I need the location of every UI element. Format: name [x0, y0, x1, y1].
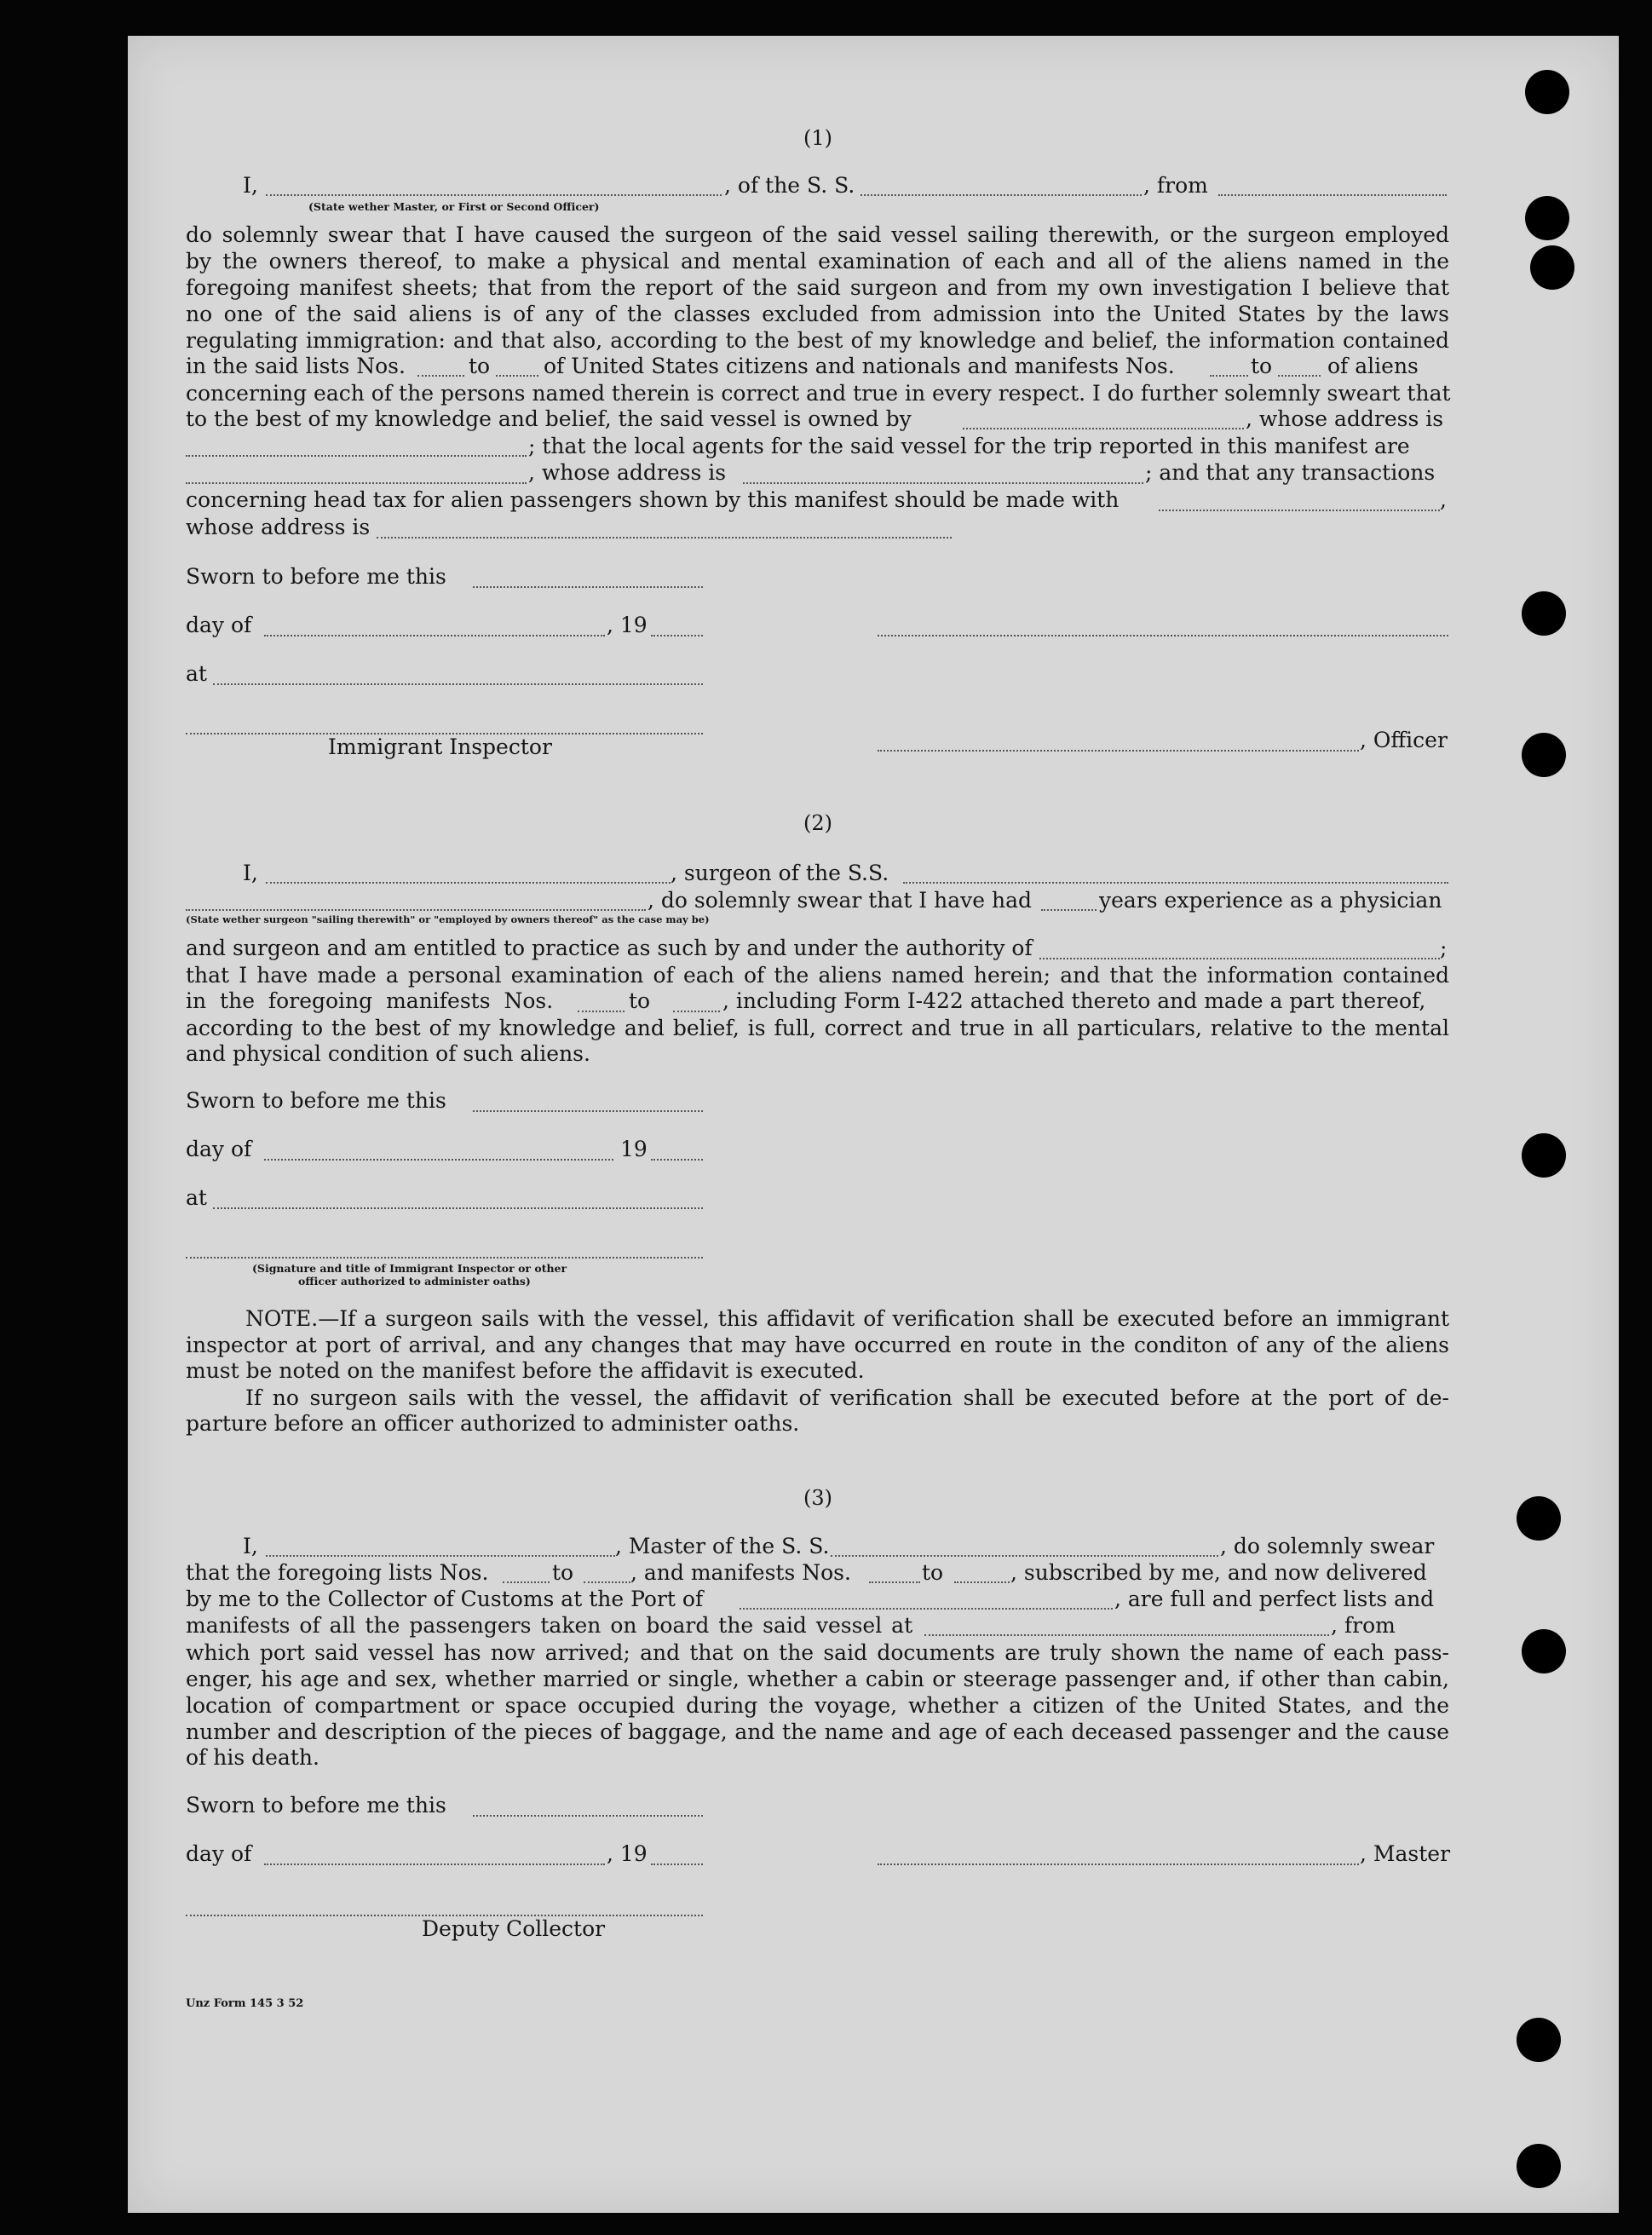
manifests-from-field[interactable]	[869, 1581, 920, 1583]
year-label: , 19	[607, 1841, 648, 1866]
month-field[interactable]	[264, 1159, 613, 1161]
to-label: to	[552, 1560, 574, 1585]
paragraph-line: foregoing manifest sheets; that from the report of the said surgeon and from my own investigation I believe that	[186, 275, 1449, 300]
subscribed-label: , subscribed by me, and now delivered	[1010, 1560, 1427, 1585]
label-i: I,	[243, 861, 258, 885]
paragraph-line: enger, his age and sex, whether married or single, whether a cabin or steerage passenger and, if other than cabin,	[186, 1667, 1449, 1691]
authority-field[interactable]	[1039, 958, 1440, 959]
binder-hole	[1522, 733, 1566, 777]
swear-label: , do solemnly swear that I have had	[648, 888, 1033, 913]
place-field[interactable]	[213, 683, 703, 685]
head-tax-field[interactable]	[1159, 510, 1440, 511]
vessel-field[interactable]	[861, 194, 1142, 196]
practice-label: and surgeon and am entitled to practice as such by and under the authority of	[186, 936, 1033, 960]
label-of-ss: , of the S. S.	[724, 173, 855, 198]
sworn-day-field[interactable]	[473, 586, 703, 588]
day-of-label: day of	[186, 1137, 252, 1161]
master-name-field[interactable]	[266, 194, 722, 196]
years-field[interactable]	[1041, 909, 1097, 911]
from-port-field[interactable]	[1218, 194, 1447, 196]
binder-hole	[1517, 2018, 1561, 2062]
at-label: at	[186, 1185, 207, 1210]
place-field[interactable]	[213, 1207, 703, 1209]
full-label: , are full and perfect lists and	[1114, 1587, 1435, 1611]
binder-hole	[1530, 245, 1574, 290]
field-note: (State wether Master, or First or Second Officer)	[308, 200, 600, 213]
binder-hole	[1522, 591, 1566, 636]
sworn-label: Sworn to before me this	[186, 1793, 446, 1817]
agents-address-field[interactable]	[743, 482, 1143, 484]
head-tax-address-field[interactable]	[377, 537, 952, 539]
year-field[interactable]	[651, 1863, 703, 1865]
manifests-from-field[interactable]	[1210, 375, 1248, 377]
label-i: I,	[243, 173, 258, 198]
paragraph-line: concerning each of the persons named therein is correct and true in every respect. I do further solemnly sweart that	[186, 381, 1451, 406]
manifests-to-field[interactable]	[673, 1011, 720, 1012]
from-label: , from	[1331, 1613, 1396, 1638]
port-field[interactable]	[740, 1608, 1113, 1610]
paragraph-line: NOTE.—If a surgeon sails with the vessel, this affidavit of verification shall be executed before an immigrant	[245, 1306, 1449, 1331]
to-label: to	[629, 988, 651, 1013]
label-from: , from	[1143, 173, 1208, 198]
inspector-signature-field[interactable]	[186, 1257, 703, 1259]
paragraph-line: number and description of the pieces of baggage, and the name and age of each deceased passenger and the cause	[186, 1719, 1449, 1744]
agents-label: ; that the local agents for the said vessel for the trip reported in this manifest are	[528, 434, 1410, 458]
officer-signature-field[interactable]	[878, 750, 1359, 752]
lists-to-field[interactable]	[584, 1581, 630, 1583]
paragraph-line: do solemnly swear that I have caused the surgeon of the said vessel sailing therewith, or the surgeon employed	[186, 222, 1449, 247]
transactions-label: ; and that any transactions	[1145, 460, 1436, 485]
paragraph-line: and physical condition of such aliens.	[186, 1041, 590, 1066]
head-tax-label: concerning head tax for alien passengers shown by this manifest should be made with	[186, 487, 1120, 512]
surgeon-label: , surgeon of the S.S.	[671, 861, 889, 885]
month-field[interactable]	[264, 1863, 605, 1865]
form-identifier: Unz Form 145 3 52	[186, 1997, 304, 2010]
master-label: , Master	[1360, 1841, 1451, 1866]
paragraph-line: must be noted on the manifest before the affidavit is executed.	[186, 1358, 865, 1383]
paragraph-line: regulating immigration: and that also, according to the best of my knowledge and belief, the information contained	[186, 328, 1449, 353]
whose-address-label: , whose address is	[528, 460, 727, 485]
sworn-day-field[interactable]	[473, 1110, 703, 1112]
paragraph-line: parture before an officer authorized to administer oaths.	[186, 1411, 800, 1436]
agents-field[interactable]	[186, 482, 527, 484]
year-label: 19	[620, 1137, 648, 1161]
lists-label: in the said lists Nos.	[186, 354, 406, 378]
swear-label: , do solemnly swear	[1220, 1534, 1435, 1558]
field-note: (State wether surgeon "sailing therewith" or "employed by owners thereof" as the case may be)	[186, 913, 710, 925]
binder-hole	[1517, 2144, 1561, 2188]
form-sheet	[128, 36, 1619, 2213]
year-field[interactable]	[651, 1159, 703, 1161]
manifests-label: manifests of all the passengers taken on board the said vessel at	[186, 1613, 913, 1638]
surgeon-name-field[interactable]	[266, 882, 671, 884]
sworn-label: Sworn to before me this	[186, 1088, 446, 1113]
vessel-field[interactable]	[903, 882, 1448, 884]
officer-signature-field-top[interactable]	[878, 635, 1448, 637]
manifests-to-field[interactable]	[1278, 375, 1321, 377]
day-of-label: day of	[186, 613, 252, 637]
immigrant-inspector-label: Immigrant Inspector	[328, 734, 552, 759]
paragraph-line: location of compartment or space occupied during the voyage, whether a citizen of the United States, and the	[186, 1693, 1449, 1718]
section-number: (2)	[803, 811, 832, 835]
sworn-day-field[interactable]	[473, 1815, 703, 1817]
to-label: to	[1251, 354, 1273, 378]
semicolon: ;	[1440, 936, 1448, 960]
binder-hole	[1522, 1133, 1566, 1178]
paragraph-line: If no surgeon sails with the vessel, the affidavit of verification shall be executed before at the port of de-	[245, 1385, 1449, 1410]
foregoing-label: in the foregoing manifests Nos.	[186, 988, 554, 1013]
manifests-from-field[interactable]	[578, 1011, 625, 1012]
master-label: , Master of the S. S.	[615, 1534, 830, 1558]
year-field[interactable]	[651, 635, 703, 637]
years-label: years experience as a physician	[1099, 888, 1442, 913]
form-label: , including Form I-422 attached thereto and made a part thereof,	[722, 988, 1426, 1013]
master-signature-field[interactable]	[878, 1863, 1359, 1865]
deputy-collector-label: Deputy Collector	[422, 1916, 606, 1941]
binder-hole	[1517, 1496, 1561, 1541]
collector-label: by me to the Collector of Customs at the Port of	[186, 1587, 704, 1611]
officer-label: , Officer	[1360, 728, 1448, 752]
sworn-label: Sworn to before me this	[186, 564, 446, 589]
manifests-to-field[interactable]	[954, 1581, 1010, 1583]
signature-note: officer authorized to administer oaths)	[298, 1275, 531, 1287]
signature-note: (Signature and title of Immigrant Inspector or other	[252, 1262, 567, 1275]
day-of-label: day of	[186, 1841, 252, 1866]
lists-label: of United States citizens and nationals and manifests Nos.	[544, 354, 1175, 378]
whose-address-label: , whose address is	[1246, 406, 1444, 431]
year-label: , 19	[607, 613, 648, 637]
paragraph-line: of his death.	[186, 1745, 319, 1770]
paragraph-line: by the owners thereof, to make a physical and mental examination of each and all of the aliens named in the	[186, 249, 1449, 274]
month-field[interactable]	[264, 635, 605, 637]
binder-hole	[1525, 70, 1569, 114]
surgeon-status-field[interactable]	[186, 909, 646, 911]
lists-to-field[interactable]	[496, 375, 538, 377]
whose-address-label: whose address is	[186, 515, 371, 539]
lists-from-field[interactable]	[503, 1581, 550, 1583]
paragraph-line: which port said vessel has now arrived; and that on the said documents are truly shown the name of each pass-	[186, 1640, 1449, 1665]
paragraph-line: inspector at port of arrival, and any changes that may have occurred en route in the conditon of any of the aliens	[186, 1333, 1449, 1357]
binder-hole	[1525, 196, 1569, 240]
lists-label: that the foregoing lists Nos.	[186, 1560, 489, 1585]
section-number: (3)	[803, 1486, 832, 1510]
paragraph-line: that I have made a personal examination of each of the aliens named herein; and that the information contained	[186, 963, 1449, 988]
owner-field[interactable]	[963, 428, 1244, 429]
aliens-label: of aliens	[1327, 354, 1419, 378]
paragraph-line: no one of the said aliens is of any of the classes excluded from admission into the United States by the laws	[186, 302, 1449, 326]
vessel-field[interactable]	[831, 1555, 1218, 1557]
owner-address-field[interactable]	[186, 455, 527, 457]
label-i: I,	[243, 1534, 258, 1558]
section-number: (1)	[803, 126, 832, 150]
binder-hole	[1522, 1629, 1566, 1673]
at-label: at	[186, 661, 207, 686]
to-label: to	[922, 1560, 944, 1585]
lists-from-field[interactable]	[417, 375, 464, 377]
paragraph-line: according to the best of my knowledge and belief, is full, correct and true in all particulars, relative to the mental	[186, 1016, 1449, 1040]
master-name-field[interactable]	[266, 1555, 615, 1557]
owned-label: to the best of my knowledge and belief, the said vessel is owned by	[186, 406, 912, 431]
comma: ,	[1440, 487, 1447, 512]
embarkation-port-field[interactable]	[924, 1634, 1329, 1636]
manifests-label: , and manifests Nos.	[630, 1560, 851, 1585]
to-label: to	[469, 354, 491, 378]
